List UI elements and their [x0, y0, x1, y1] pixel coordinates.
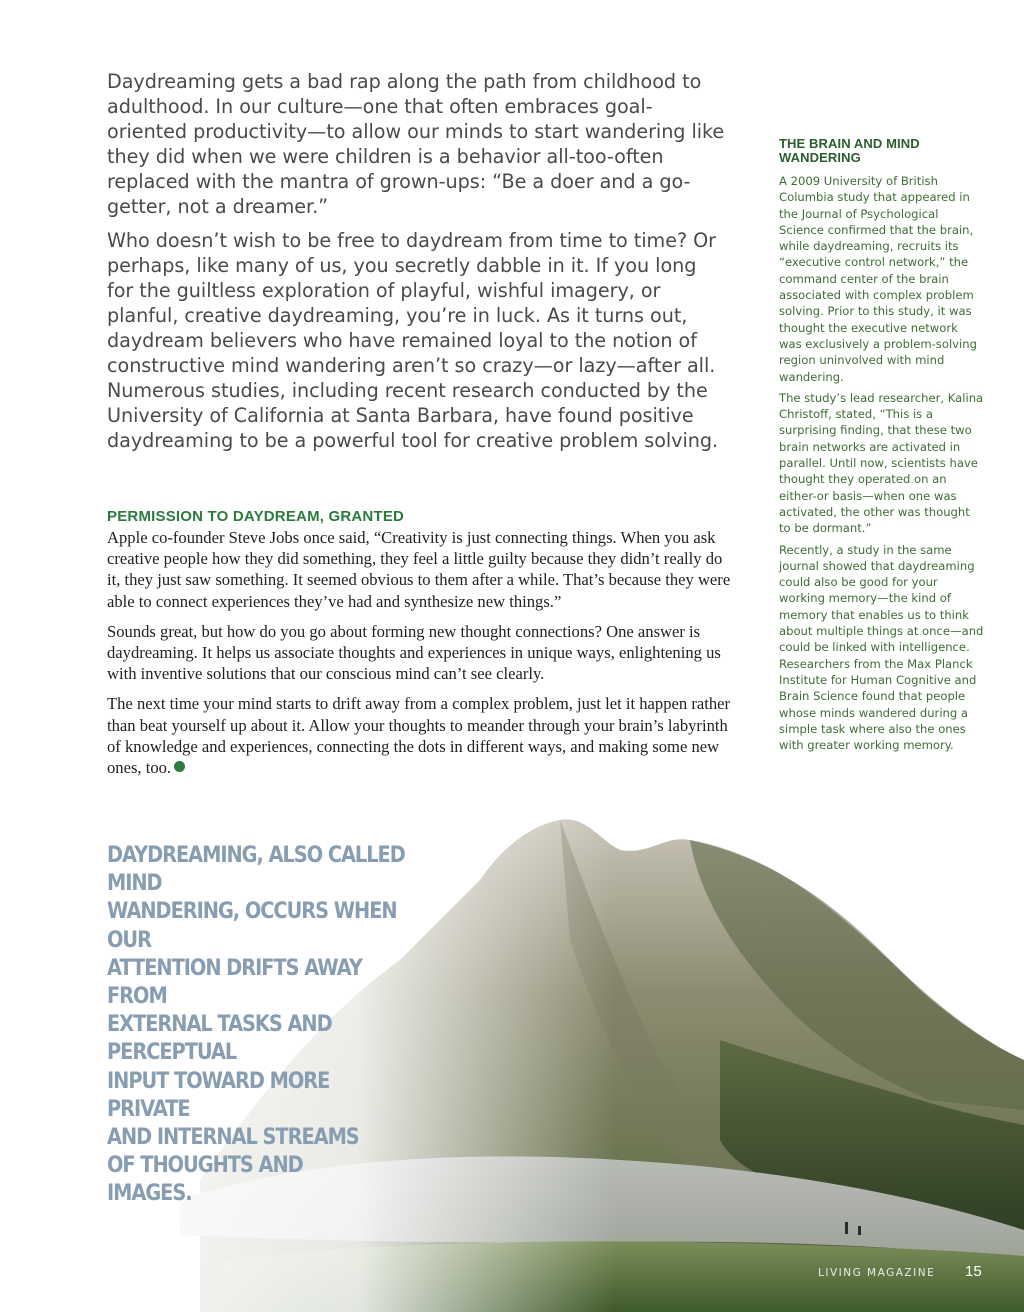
sidebar-paragraph-3: Recently, a study in the same journal showed that daydreaming could also be good for your working memory—the kind of memory that enables us to think about multiple things at once—and could be linked with intelligence. Researchers from the Max Planck Institute for Human Cognitive and Brain Science found that people whose minds wandered during a simple task where also the ones with greater working memory.	[779, 542, 984, 753]
intro-paragraph-2: Who doesn’t wish to be free to daydream from time to time? Or perhaps, like many of us, you secretly dabble in it. If you long for the guiltless exploration of playful, wishful imagery, or planful, creative daydreaming, you’re in luck. As it turns out, daydream believers who have remained loyal to the notion of constructive mind wandering aren’t so crazy—or lazy—after all. Numerous studies, including recent research conducted by the University of California at Santa Barbara, have found positive daydreaming to be a powerful tool for creative problem solving.	[107, 229, 719, 452]
page-number: 15	[965, 1263, 982, 1280]
section-heading: PERMISSION TO DAYDREAM, GRANTED	[107, 508, 405, 525]
sidebar-heading: THE BRAIN AND MIND WANDERING	[779, 136, 920, 165]
sidebar	[779, 137, 984, 758]
intro-text	[107, 70, 727, 464]
section-paragraph-2: Sounds great, but how do you go about forming new thought connections? One answer is daydreaming. It helps us associate thoughts and experiences in unique ways, enlightening us with inventive solutions that our conscious mind can’t see clearly.	[107, 621, 721, 684]
magazine-name: LIVING MAGAZINE	[818, 1267, 936, 1279]
section-paragraph-3	[107, 693, 732, 778]
section-paragraph-1: Apple co-founder Steve Jobs once said, “Creativity is just connecting things. When you ask creative people how they did something, they feel a little guilty because they didn’t really do it, they just saw something. It seemed obvious to them after a while. That’s because they were able to connect experiences they’ve had and synthesize new things.”	[107, 528, 731, 611]
sidebar-paragraph-2: The study’s lead researcher, Kalina Christoff, stated, “This is a surprising finding, that these two brain networks are activated in parallel. Until now, scientists have thought they operated on an either-or basis—when one was activated, the other was thought to be dormant.”	[779, 390, 984, 536]
end-mark-icon	[174, 761, 185, 772]
sidebar-paragraph-1: A 2009 University of British Columbia study that appeared in the Journal of Psychological Science confirmed that the brain, while daydreaming, recruits its “executive control network,” the command center of the brain associated with complex problem solving. Prior to this study, it was thought the executive network was exclusively a problem-solving region uninvolved with mind wandering.	[779, 174, 977, 384]
section-body	[107, 527, 732, 787]
section-paragraph-3-text: The next time your mind starts to drift away from a complex problem, just let it happen rather than beat yourself up about it. Allow your thoughts to meander through your brain’s labyrinth of knowledge and experiences, connecting the dots in different ways, and making some new ones, too.	[107, 694, 731, 778]
intro-paragraph-1: Daydreaming gets a bad rap along the path from childhood to adulthood. In our culture—one that often embraces goal-oriented productivity—to allow our minds to start wandering like they did when we were children is a behavior all-too-often replaced with the mantra of grown-ups: “Be a doer and a go-getter, not a dreamer.”	[107, 70, 725, 218]
pull-quote: DAYDREAMING, ALSO CALLED MIND WANDERING, OCCURS WHEN OUR ATTENTION DRIFTS AWAY FROM EXTERNAL TASKS AND PERCEPTUAL INPUT TOWARD MORE PRIVATE AND INTERNAL STREAMS OF THOUGHTS AND IMAGES.	[107, 842, 405, 1207]
